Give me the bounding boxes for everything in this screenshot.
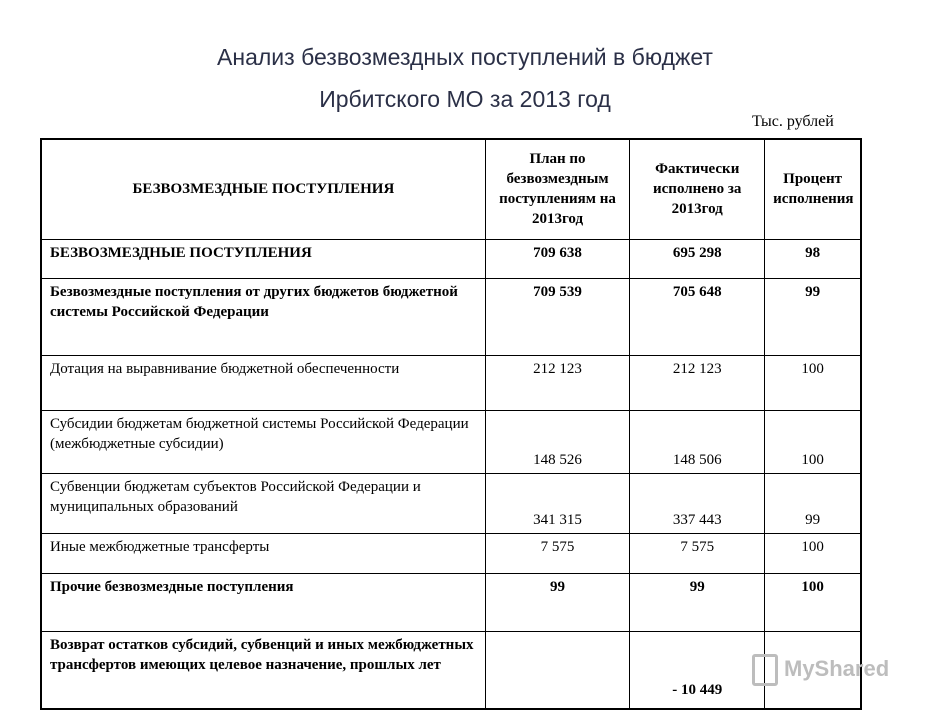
table-row [41,410,861,473]
page-title-line-2: Ирбитского МО за 2013 год [319,86,611,112]
row-percent: 100 [765,573,861,631]
table-row [41,573,861,631]
row-percent: 100 [765,355,861,410]
row-fact: 337 443 [630,473,765,533]
row-fact: - 10 449 [630,631,765,709]
row-fact: 705 648 [630,278,765,355]
table-row [41,278,861,355]
header-plan: План по безвозмездным поступлениям на 2013год [485,139,630,239]
watermark-logo [752,654,889,686]
table-row [41,533,861,573]
page-title-line-1: Анализ безвозмездных поступлений в бюджет [217,44,713,70]
table-row [41,239,861,278]
row-percent: 100 [765,533,861,573]
row-label: Прочие безвозмездные поступления [41,573,485,631]
row-label: Иные межбюджетные трансферты [41,533,485,573]
row-label: Возврат остатков субсидий, субвенций и иных межбюджетных трансфертов имеющих целевое назначение, прошлых лет [41,631,485,709]
row-label: Субсидии бюджетам бюджетной системы Российской Федерации (межбюджетные субсидии) [41,410,485,473]
row-label: Безвозмездные поступления от других бюджетов бюджетной системы Российской Федерации [41,278,485,355]
table-row [41,473,861,533]
row-label: Субвенции бюджетам субъектов Российской Федерации и муниципальных образований [41,473,485,533]
row-plan: 709 638 [485,239,630,278]
units-label: Тыс. рублей [752,113,834,130]
row-label: Дотация на выравнивание бюджетной обеспеченности [41,355,485,410]
row-percent: 99 [765,278,861,355]
header-fact: Фактически исполнено за 2013год [630,139,765,239]
presentation-icon [752,654,778,686]
row-plan: 341 315 [485,473,630,533]
row-fact: 695 298 [630,239,765,278]
row-plan: 212 123 [485,355,630,410]
header-category: БЕЗВОЗМЕЗДНЫЕ ПОСТУПЛЕНИЯ [41,139,485,239]
row-fact: 212 123 [630,355,765,410]
row-plan: 7 575 [485,533,630,573]
row-plan: 99 [485,573,630,631]
row-fact: 148 506 [630,410,765,473]
row-percent: 99 [765,473,861,533]
table-row [41,355,861,410]
table-header-row [41,139,861,239]
row-plan: 709 539 [485,278,630,355]
row-percent: 98 [765,239,861,278]
table-row [41,631,861,709]
row-percent: 100 [765,410,861,473]
header-percent: Процент исполнения [765,139,861,239]
row-label: БЕЗВОЗМЕЗДНЫЕ ПОСТУПЛЕНИЯ [41,239,485,278]
budget-table [40,138,862,710]
row-fact: 7 575 [630,533,765,573]
row-plan: 148 526 [485,410,630,473]
row-fact: 99 [630,573,765,631]
row-plan [485,631,630,709]
watermark-text: MyShared [784,655,890,681]
